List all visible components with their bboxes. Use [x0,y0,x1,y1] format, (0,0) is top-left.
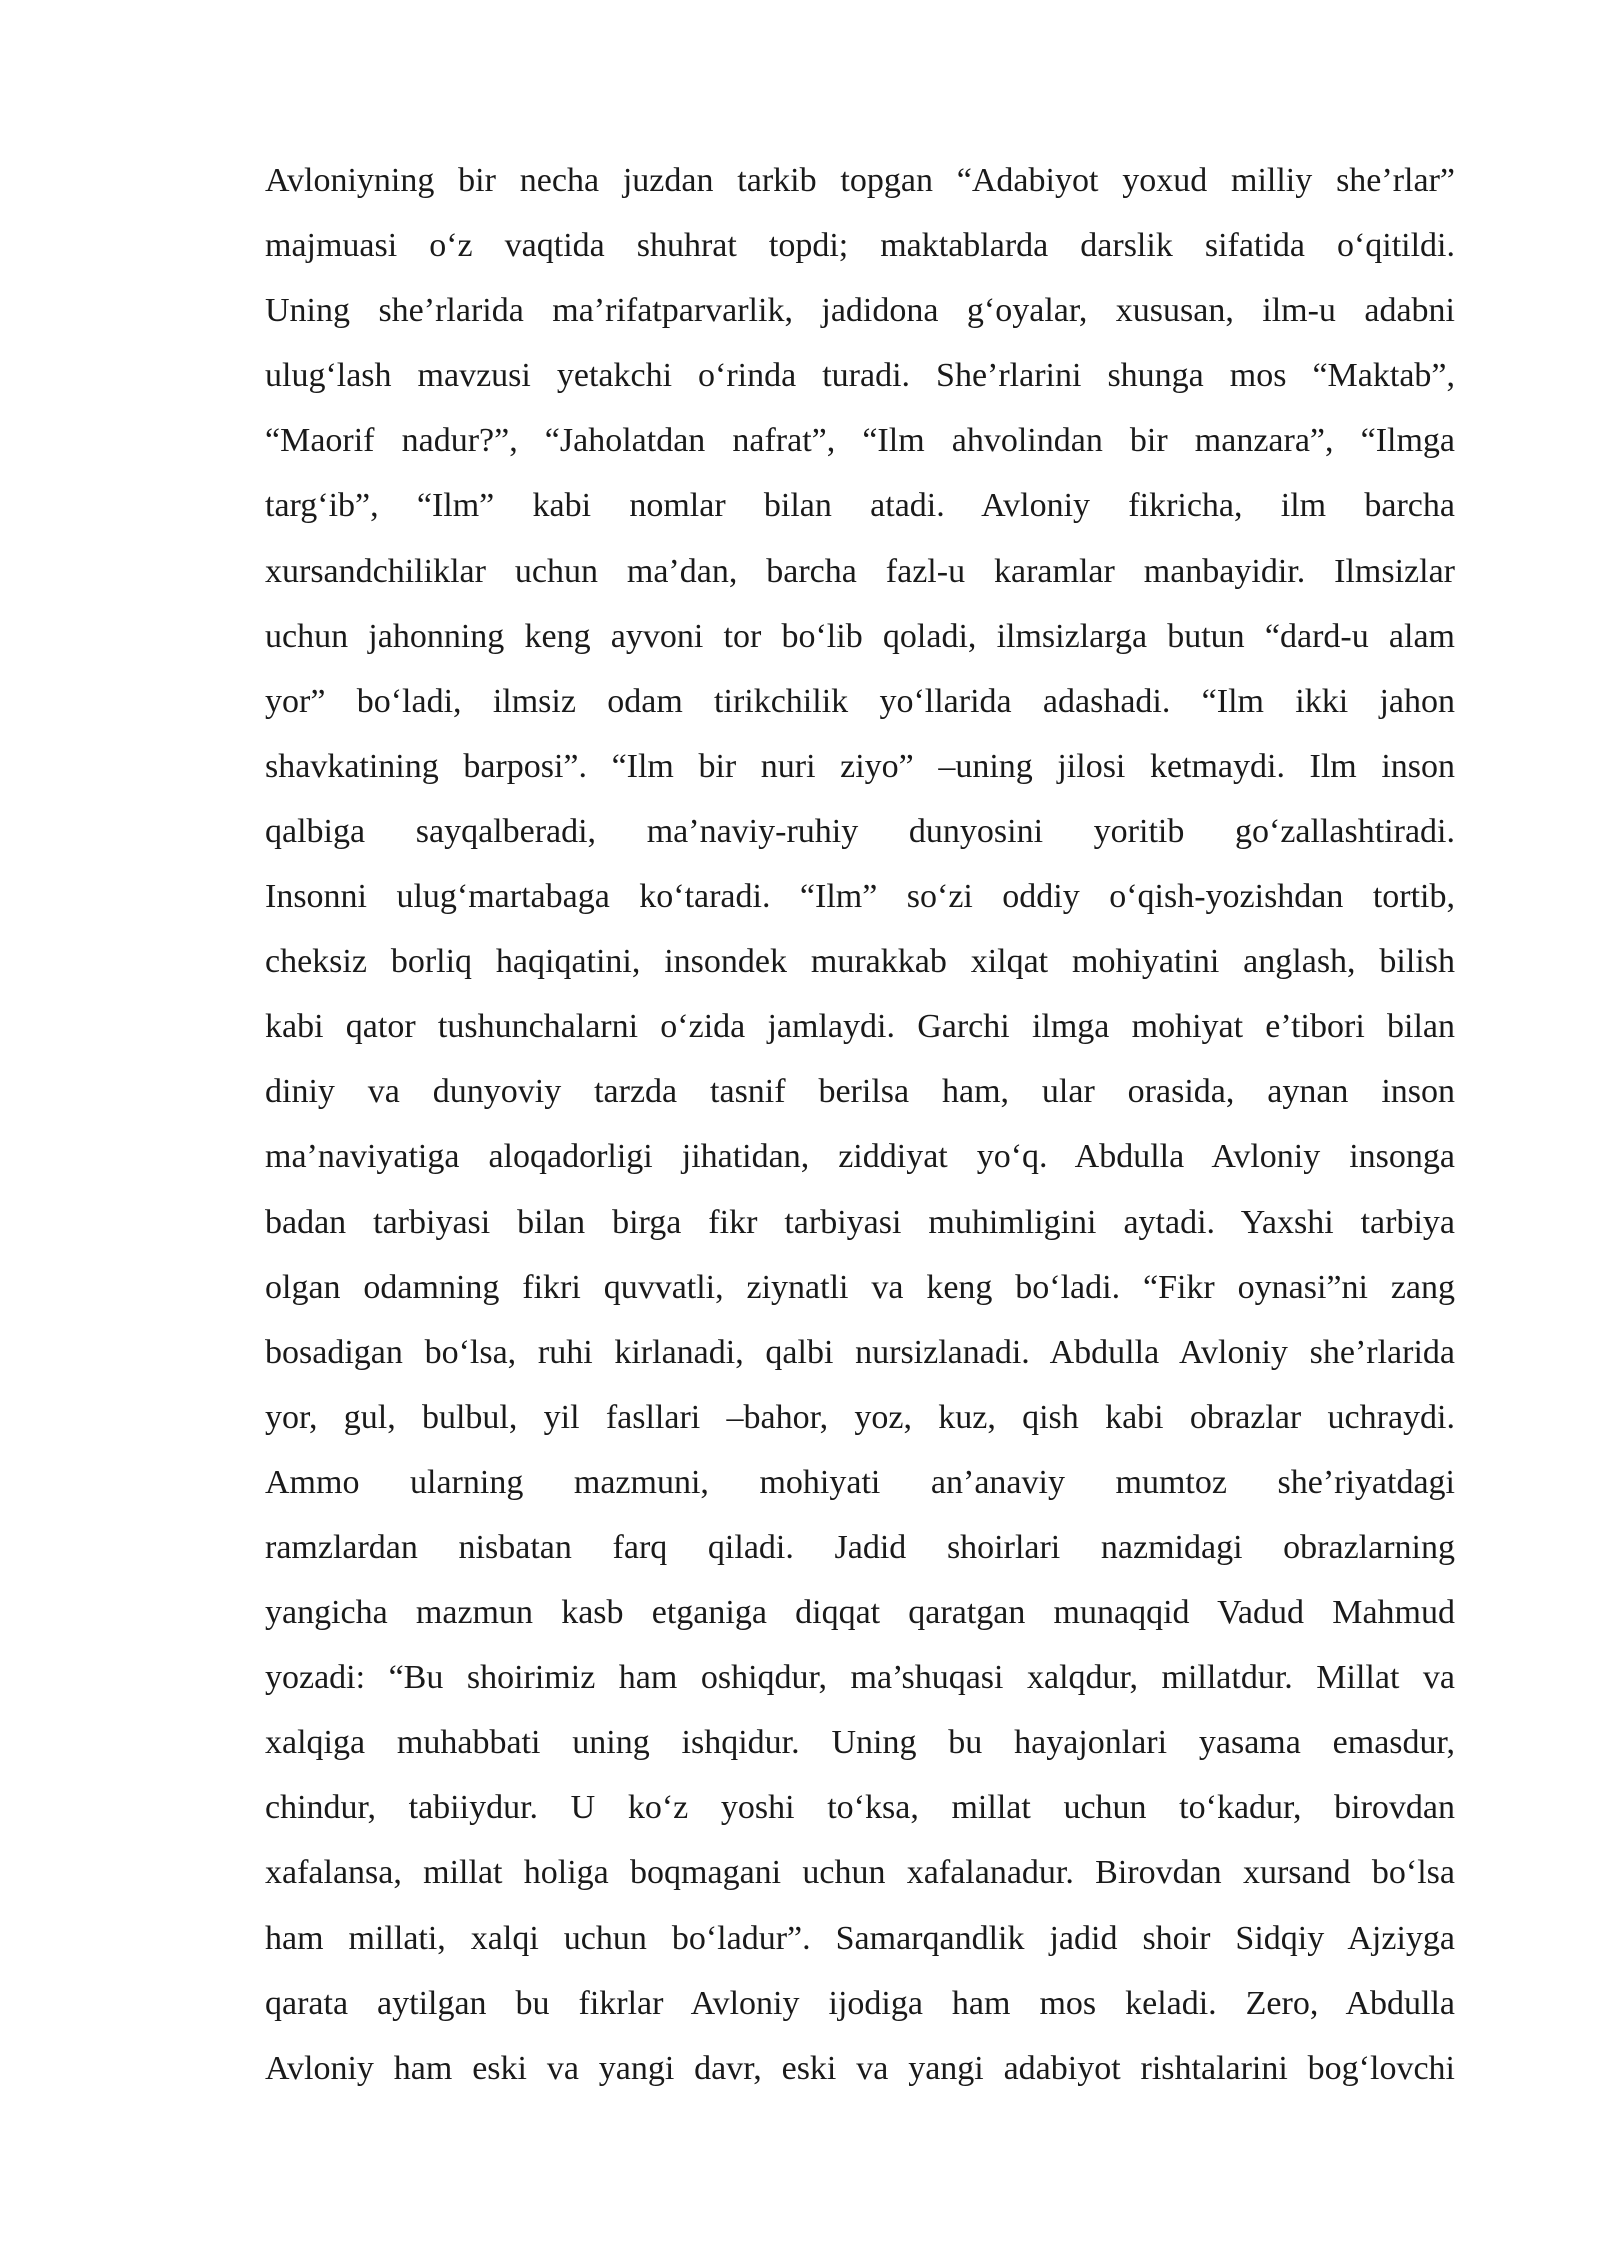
text-line-11: qalbiga sayqalberadi, ma’naviy-ruhiy dunyosini yoritib go‘zallashtiradi. [265,812,1455,850]
text-line-8: uchun jahonning keng ayvoni tor bo‘lib qoladi, ilmsizlarga butun “dard-u alam [265,617,1455,655]
text-line-3: Uning she’rlarida ma’rifatparvarlik, jadidona g‘oyalar, xususan, ilm-u adabni [265,292,1455,330]
text-line-1: Avloniyning bir necha juzdan tarkib topgan “Adabiyot yoxud milliy she’rlar” [265,162,1455,199]
text-line-13: cheksiz borliq haqiqatini, insondek murakkab xilqat mohiyatini anglash, bilish [265,943,1455,981]
text-line-17: badan tarbiyasi bilan birga fikr tarbiyasi muhimligini aytadi. Yaxshi tarbiya [265,1203,1455,1241]
text-line-18: olgan odamning fikri quvvatli, ziynatli va keng bo‘ladi. “Fikr oynasi”ni zang [265,1268,1455,1306]
text-line-19: bosadigan bo‘lsa, ruhi kirlanadi, qalbi nursizlanadi. Abdulla Avloniy she’rlarida [265,1333,1455,1371]
text-line-14: kabi qator tushunchalarni o‘zida jamlaydi. Garchi ilmga mohiyat e’tibori bilan [265,1008,1455,1046]
text-line-16: ma’naviyatiga aloqadorligi jihatidan, ziddiyat yo‘q. Abdulla Avloniy insonga [265,1138,1455,1176]
text-line-10: shavkatining barposi”. “Ilm bir nuri ziyo” –uning jilosi ketmaydi. Ilm inson [265,747,1455,785]
text-line-21: Ammo ularning mazmuni, mohiyati an’anaviy mumtoz she’riyatdagi [265,1463,1455,1501]
text-line-15: diniy va dunyoviy tarzda tasnif berilsa ham, ular orasida, aynan inson [265,1073,1455,1111]
text-line-30: Avloniy ham eski va yangi davr, eski va yangi adabiyot rishtalarini bog‘lovchi [265,2049,1455,2087]
text-line-25: xalqiga muhabbati uning ishqidur. Uning bu hayajonlari yasama emasdur, [265,1724,1455,1762]
text-line-5: “Maorif nadur?”, “Jaholatdan nafrat”, “Ilm ahvolindan bir manzara”, “Ilmga [265,422,1455,460]
text-line-2: majmuasi o‘z vaqtida shuhrat topdi; maktablarda darslik sifatida o‘qitildi. [265,227,1455,265]
text-line-6: targ‘ib”, “Ilm” kabi nomlar bilan atadi. Avloniy fikricha, ilm barcha [265,487,1455,525]
body-paragraph [265,148,1455,2101]
text-line-28: ham millati, xalqi uchun bo‘ladur”. Samarqandlik jadid shoir Sidqiy Ajziyga [265,1919,1455,1957]
text-line-22: ramzlardan nisbatan farq qiladi. Jadid shoirlari nazmidagi obrazlarning [265,1528,1455,1566]
text-line-24: yozadi: “Bu shoirimiz ham oshiqdur, ma’shuqasi xalqdur, millatdur. Millat va [265,1659,1455,1697]
text-line-4: ulug‘lash mavzusi yetakchi o‘rinda turadi. She’rlarini shunga mos “Maktab”, [265,357,1455,395]
text-line-27: xafalansa, millat holiga boqmagani uchun xafalanadur. Birovdan xursand bo‘lsa [265,1854,1455,1892]
text-line-9: yor” bo‘ladi, ilmsiz odam tirikchilik yo‘llarida adashadi. “Ilm ikki jahon [265,682,1455,720]
text-line-23: yangicha mazmun kasb etganiga diqqat qaratgan munaqqid Vadud Mahmud [265,1594,1455,1632]
text-line-12: Insonni ulug‘martabaga ko‘taradi. “Ilm” so‘zi oddiy o‘qish-yozishdan tortib, [265,878,1455,916]
text-line-26: chindur, tabiiydur. U ko‘z yoshi to‘ksa, millat uchun to‘kadur, birovdan [265,1789,1455,1827]
text-line-29: qarata aytilgan bu fikrlar Avloniy ijodiga ham mos keladi. Zero, Abdulla [265,1984,1455,2022]
text-line-20: yor, gul, bulbul, yil fasllari –bahor, yoz, kuz, qish kabi obrazlar uchraydi. [265,1398,1455,1436]
text-line-7: xursandchiliklar uchun ma’dan, barcha fazl-u karamlar manbayidir. Ilmsizlar [265,552,1455,590]
